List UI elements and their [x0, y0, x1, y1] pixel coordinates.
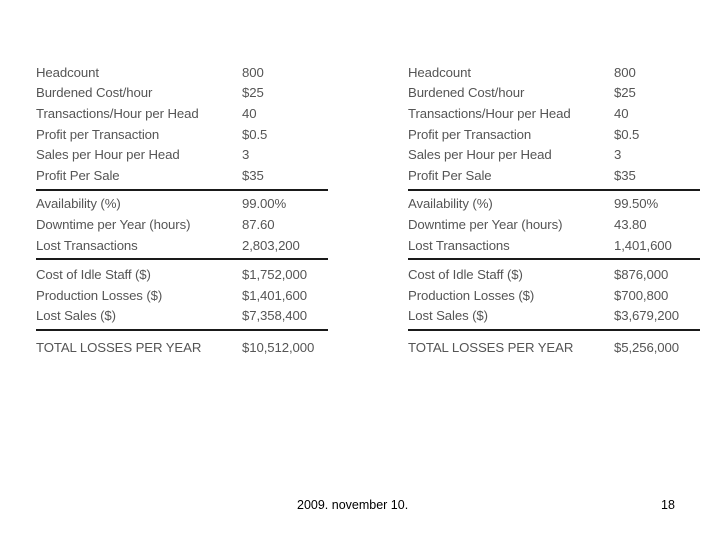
table-row: [36, 194, 328, 215]
row-value: $25: [614, 85, 636, 101]
row-value: $35: [242, 167, 264, 183]
row-label: Lost Transactions: [408, 237, 510, 253]
row-value: $0.5: [614, 126, 640, 142]
table-row: [36, 235, 328, 256]
row-value: $1,752,000: [242, 267, 308, 283]
row-value: $1,401,600: [242, 287, 308, 303]
cost-table-right: [408, 62, 700, 358]
total-value: $5,256,000: [614, 339, 680, 355]
table-row: [408, 165, 700, 186]
table-row: [408, 194, 700, 215]
total-value: $10,512,000: [242, 339, 315, 355]
row-label: Transactions/Hour per Head: [408, 105, 571, 121]
row-value: 43.80: [614, 216, 647, 232]
table-row: [36, 103, 328, 124]
row-value: $876,000: [614, 267, 669, 283]
row-value: 2,803,200: [242, 237, 300, 253]
total-section: [36, 336, 328, 358]
table-row: [36, 214, 328, 235]
table-row: [408, 235, 700, 256]
row-value: 99.00%: [242, 196, 287, 212]
availability-section: [36, 191, 328, 261]
row-value: 3: [242, 147, 250, 163]
table-row: [36, 285, 328, 306]
row-value: 99.50%: [614, 196, 659, 212]
row-value: $25: [242, 85, 264, 101]
row-label: Lost Transactions: [36, 237, 138, 253]
table-row: [36, 144, 328, 165]
row-value: $3,679,200: [614, 308, 680, 324]
row-value: 40: [242, 105, 257, 121]
total-label: TOTAL LOSSES PER YEAR: [36, 339, 202, 355]
table-row: [36, 124, 328, 145]
row-label: Production Losses ($): [408, 287, 535, 303]
table-row: [36, 165, 328, 186]
table-row: [408, 264, 700, 285]
row-label: Cost of Idle Staff ($): [36, 267, 151, 283]
row-label: Sales per Hour per Head: [408, 147, 552, 163]
row-label: Availability (%): [408, 196, 493, 212]
costs-section: [36, 260, 328, 331]
table-row: [36, 264, 328, 285]
row-label: Burdened Cost/hour: [408, 85, 525, 101]
row-value: $0.5: [242, 126, 268, 142]
row-value: 800: [242, 64, 264, 80]
row-label: Burdened Cost/hour: [36, 85, 153, 101]
table-row: [408, 144, 700, 165]
inputs-section: [408, 62, 700, 191]
row-label: Downtime per Year (hours): [408, 216, 563, 232]
row-label: Lost Sales ($): [36, 308, 116, 324]
row-label: Production Losses ($): [36, 287, 163, 303]
costs-section: [408, 260, 700, 331]
row-value: 40: [614, 105, 629, 121]
table-row: [408, 124, 700, 145]
table-row: [408, 214, 700, 235]
cost-table-left: [36, 62, 328, 358]
table-row: [408, 103, 700, 124]
table-row: [408, 306, 700, 327]
table-row: [408, 83, 700, 104]
row-label: Headcount: [36, 64, 99, 80]
row-value: 800: [614, 64, 636, 80]
availability-section: [408, 191, 700, 261]
total-row: [36, 336, 328, 358]
row-label: Transactions/Hour per Head: [36, 105, 199, 121]
row-label: Headcount: [408, 64, 471, 80]
total-label: TOTAL LOSSES PER YEAR: [408, 339, 574, 355]
table-row: [408, 285, 700, 306]
row-label: Profit Per Sale: [408, 167, 492, 183]
row-label: Profit per Transaction: [36, 126, 160, 142]
row-label: Lost Sales ($): [408, 308, 488, 324]
row-value: $35: [614, 167, 636, 183]
page-number: 18: [661, 498, 675, 512]
total-row: [408, 336, 700, 358]
row-label: Cost of Idle Staff ($): [408, 267, 523, 283]
row-label: Profit per Transaction: [408, 126, 532, 142]
inputs-section: [36, 62, 328, 191]
row-label: Availability (%): [36, 196, 121, 212]
footer-date: 2009. november 10.: [297, 498, 409, 512]
table-row: [408, 62, 700, 83]
row-label: Profit Per Sale: [36, 167, 120, 183]
row-value: 1,401,600: [614, 237, 672, 253]
table-row: [36, 83, 328, 104]
row-value: 87.60: [242, 216, 275, 232]
row-value: $7,358,400: [242, 308, 308, 324]
row-label: Sales per Hour per Head: [36, 147, 180, 163]
table-row: [36, 306, 328, 327]
total-section: [408, 336, 700, 358]
row-value: $700,800: [614, 287, 669, 303]
row-label: Downtime per Year (hours): [36, 216, 191, 232]
table-row: [36, 62, 328, 83]
row-value: 3: [614, 147, 622, 163]
